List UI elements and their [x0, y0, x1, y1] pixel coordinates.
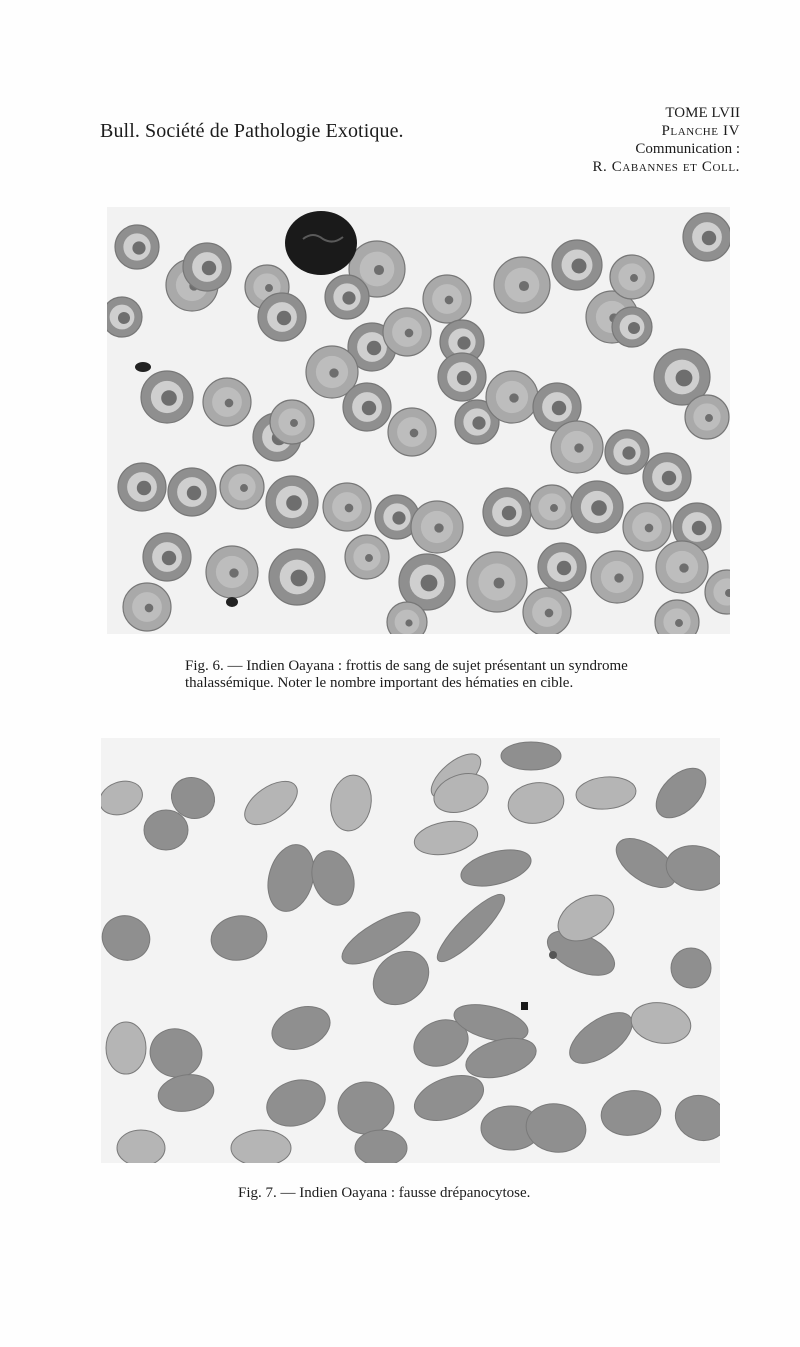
- target-cell-core: [342, 291, 355, 304]
- target-cell-core: [410, 429, 419, 438]
- target-cells-image: [107, 207, 730, 634]
- target-cell-core: [291, 570, 308, 587]
- target-cell-core: [265, 284, 273, 292]
- target-cell-core: [591, 500, 607, 516]
- target-cell-core: [405, 329, 414, 338]
- target-cell-core: [679, 563, 688, 572]
- figure-6-caption-line2: thalassémique. Noter le nombre important des hématies en cible.: [185, 675, 574, 691]
- target-cell-core: [392, 511, 405, 524]
- target-cell-core: [137, 481, 151, 495]
- target-cell-core: [630, 274, 638, 282]
- tome-number: TOME LVII: [665, 105, 740, 121]
- target-cell-core: [705, 414, 713, 422]
- target-cell-core: [362, 401, 376, 415]
- target-cell-core: [229, 568, 238, 577]
- target-cell-core: [434, 523, 443, 532]
- target-cell-core: [457, 371, 471, 385]
- authors: R. Cabannes et Coll.: [592, 159, 740, 175]
- figure-6-micrograph: [107, 207, 730, 634]
- target-cell-core: [421, 575, 438, 592]
- target-cell-core: [405, 619, 412, 626]
- elongated-cell: [106, 1022, 146, 1074]
- elongated-cell: [144, 810, 188, 850]
- elongated-cell: [671, 948, 711, 988]
- target-cell-core: [329, 368, 338, 377]
- journal-title: Bull. Société de Pathologie Exotique.: [100, 120, 404, 142]
- target-cell-core: [552, 401, 566, 415]
- target-cell-core: [675, 619, 683, 627]
- target-cell-core: [702, 231, 716, 245]
- target-cell-core: [240, 484, 248, 492]
- target-cell-core: [187, 486, 201, 500]
- figure-7-caption: Fig. 7. — Indien Oayana : fausse drépanocytose.: [238, 1185, 531, 1201]
- target-cell-core: [628, 322, 640, 334]
- target-cell-core: [645, 524, 654, 533]
- target-cell-core: [457, 336, 470, 349]
- target-cell-core: [202, 261, 216, 275]
- leukocyte: [285, 211, 357, 275]
- target-cell-core: [365, 554, 373, 562]
- target-cell-core: [162, 551, 176, 565]
- elongated-cell: [117, 1130, 165, 1163]
- target-cell-core: [345, 504, 354, 513]
- target-cell-core: [132, 241, 145, 254]
- target-cell-core: [290, 419, 298, 427]
- target-cell-core: [277, 311, 291, 325]
- figure-7-micrograph: [101, 738, 720, 1163]
- target-cell-core: [550, 504, 558, 512]
- elongated-cells-image: [101, 738, 720, 1163]
- target-cell-core: [225, 399, 234, 408]
- communication-label: Communication :: [635, 141, 740, 157]
- target-cell-core: [557, 561, 571, 575]
- elongated-cell: [355, 1130, 407, 1163]
- target-cell-core: [286, 495, 302, 511]
- target-cell-core: [622, 446, 635, 459]
- target-cell-core: [494, 578, 505, 589]
- target-cell-core: [614, 573, 623, 582]
- target-cell-core: [574, 443, 583, 452]
- target-cell-core: [519, 281, 529, 291]
- target-cell-core: [161, 390, 177, 406]
- target-cell-core: [509, 393, 518, 402]
- plate-number: Planche IV: [661, 123, 740, 139]
- target-cell-core: [662, 471, 676, 485]
- target-cell-core: [545, 609, 554, 618]
- target-cell-core: [572, 259, 587, 274]
- figure-6-caption: [185, 658, 705, 692]
- target-cell-core: [472, 416, 485, 429]
- elongated-cell: [501, 742, 561, 770]
- target-cell-core: [118, 312, 130, 324]
- target-cell-core: [502, 506, 516, 520]
- target-cell-core: [445, 296, 454, 305]
- target-cell-core: [367, 341, 381, 355]
- target-cell-core: [145, 604, 154, 613]
- plate-header: [592, 104, 740, 176]
- target-cell-core: [692, 521, 706, 535]
- target-cell-core: [676, 370, 693, 387]
- elongated-cell: [338, 1082, 394, 1134]
- elongated-cell: [231, 1130, 291, 1163]
- figure-6-caption-line1: Fig. 6. — Indien Oayana : frottis de sang de sujet présentant un syndrome: [185, 658, 628, 674]
- target-cell-core: [374, 265, 384, 275]
